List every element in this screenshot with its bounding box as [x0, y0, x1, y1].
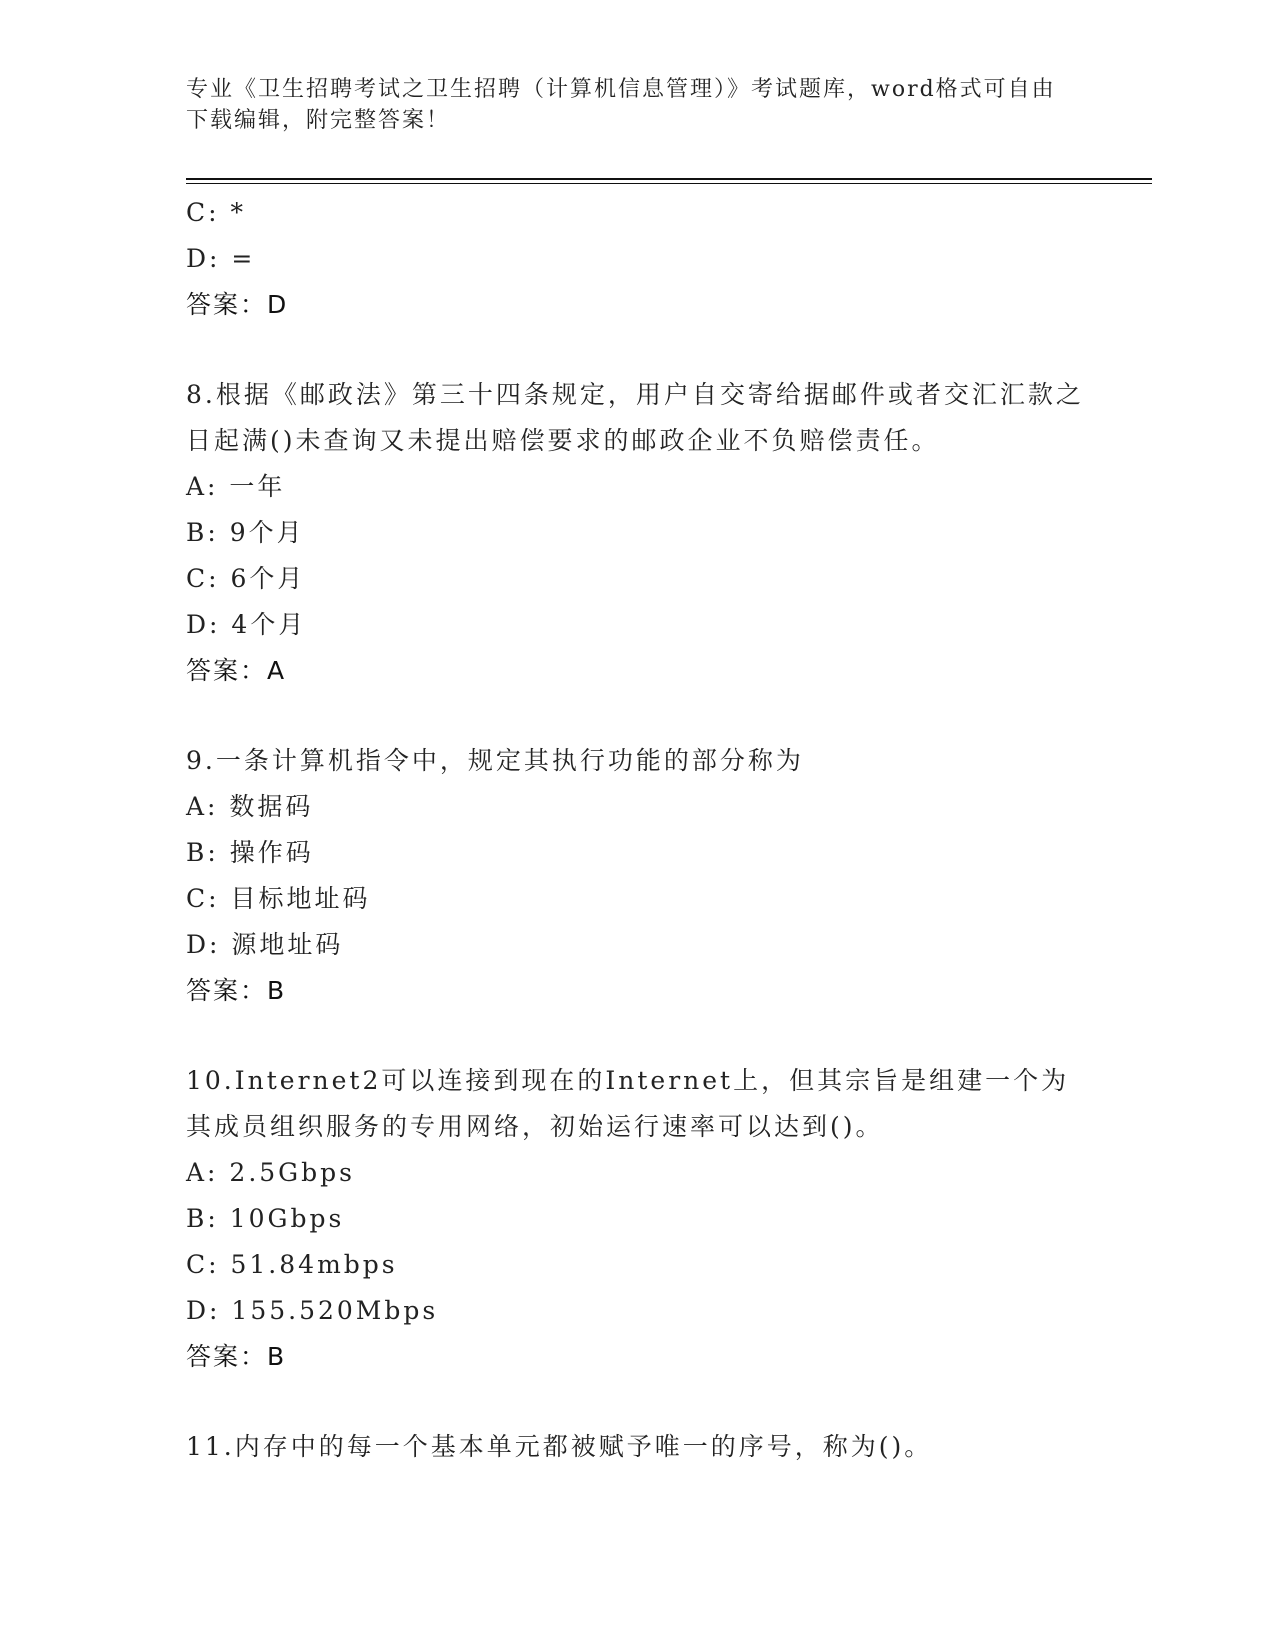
option-a: A: 数据码 — [186, 792, 314, 821]
document-header: 专业《卫生招聘考试之卫生招聘（计算机信息管理）》考试题库，word格式可自由下载编辑，附完整答案！ — [186, 77, 1056, 133]
option-b: B: 9个月 — [186, 518, 305, 547]
option-d: D: 源地址码 — [186, 930, 344, 959]
option-b: B: 10Gbps — [186, 1204, 345, 1233]
answer-line: 答案：A — [186, 656, 287, 685]
question-11 — [186, 1424, 1086, 1470]
question-list — [186, 190, 1086, 1470]
question-stem: 9.一条计算机指令中，规定其执行功能的部分称为 — [186, 746, 804, 775]
answer-line: 答案：D — [186, 290, 289, 319]
option-a: A: 一年 — [186, 472, 286, 501]
question-stem: 10.Internet2可以连接到现在的Internet上，但其宗旨是组建一个为其成员组织服务的专用网络，初始运行速率可以达到()。 — [186, 1066, 1070, 1141]
question-7-tail — [186, 190, 1086, 328]
option-d: D: = — [186, 244, 256, 273]
question-stem: 11.内存中的每一个基本单元都被赋予唯一的序号，称为()。 — [186, 1432, 933, 1461]
header-divider-thin — [186, 183, 1152, 184]
option-c: C: 6个月 — [186, 564, 306, 593]
option-d: D: 4个月 — [186, 610, 307, 639]
question-9 — [186, 738, 1086, 1014]
answer-line: 答案：B — [186, 976, 287, 1005]
question-stem: 8.根据《邮政法》第三十四条规定，用户自交寄给据邮件或者交汇汇款之日起满()未查询又未提出赔偿要求的邮政企业不负赔偿责任。 — [186, 380, 1084, 455]
answer-line: 答案：B — [186, 1342, 287, 1371]
header-divider — [186, 178, 1152, 180]
question-10 — [186, 1058, 1086, 1380]
option-c: C: * — [186, 198, 246, 227]
option-d: D: 155.520Mbps — [186, 1296, 439, 1325]
option-b: B: 操作码 — [186, 838, 314, 867]
option-c: C: 目标地址码 — [186, 884, 371, 913]
option-a: A: 2.5Gbps — [186, 1158, 355, 1187]
option-c: C: 51.84mbps — [186, 1250, 398, 1279]
question-8 — [186, 372, 1086, 694]
